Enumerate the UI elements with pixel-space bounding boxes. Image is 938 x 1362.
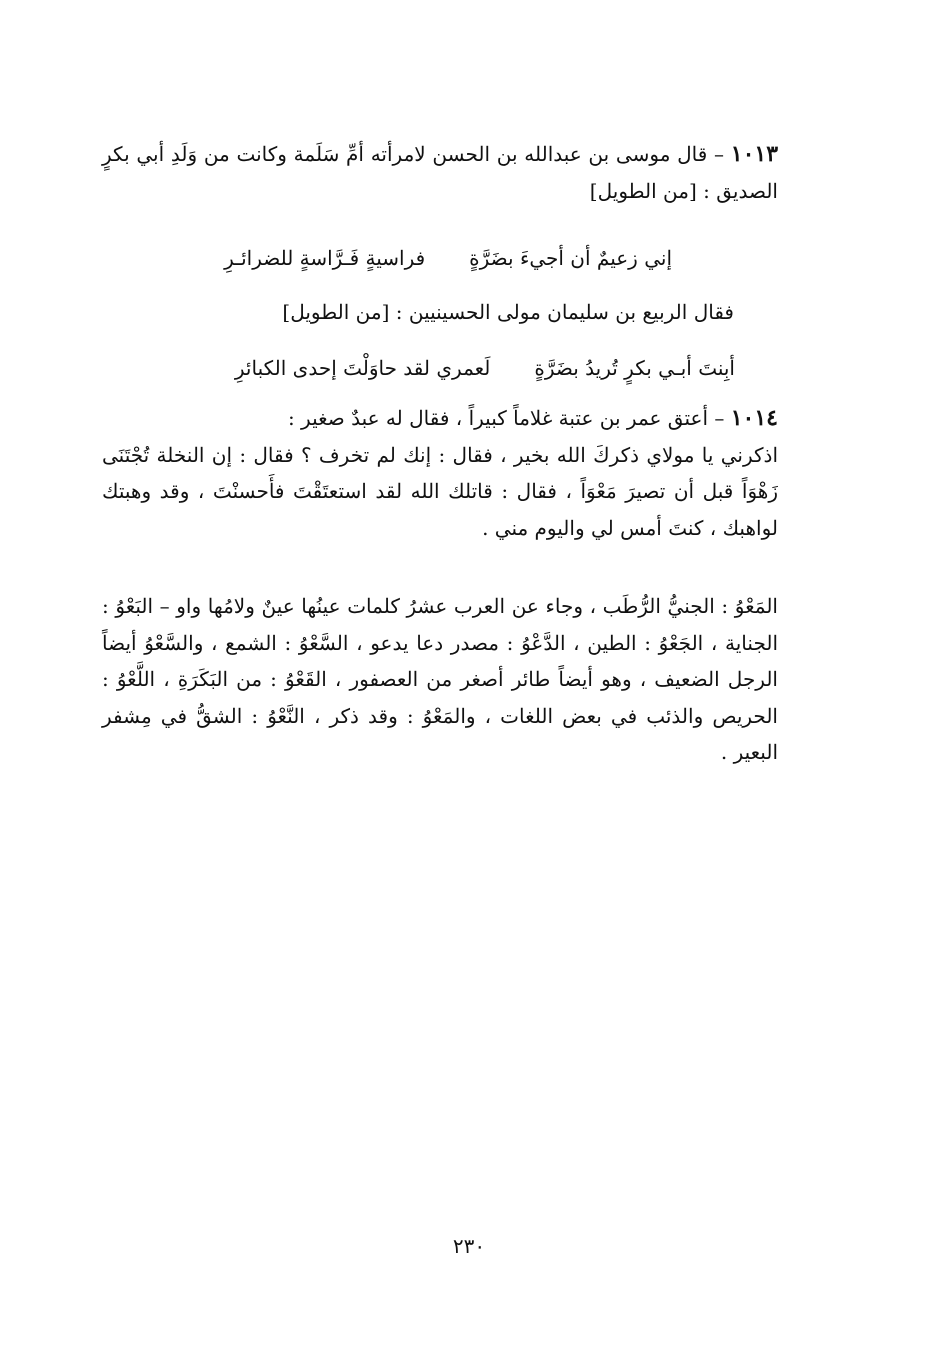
- entry-intro: أعتق عمر بن عتبة غلاماً كبيراً ، فقال له عبدٌ صغير :: [287, 406, 709, 430]
- reply-hemistich-first: أبِنتَ أبـي بكرٍ تُريدُ بضَرَّةٍ: [534, 356, 735, 380]
- entry-dash: –: [714, 142, 725, 166]
- verse-line-2: [235, 350, 735, 386]
- entry-number: ١٠١٣: [730, 141, 779, 167]
- lexical-gloss: [102, 588, 778, 771]
- page-number: ٢٣٠: [452, 1234, 486, 1258]
- entry-1014: [102, 400, 778, 546]
- entry-1013: [102, 136, 778, 209]
- verse-hemistich-first: إني زعيمٌ أن أجيءَ بضَرَّةٍ: [469, 246, 672, 270]
- rabi-response-intro: فقال الربيع بن سليمان مولى الحسينيين : [من الطويل]: [282, 300, 734, 324]
- entry-dash: –: [714, 406, 725, 430]
- entry-1013-intro: [102, 136, 778, 209]
- verse-line-1: [224, 240, 672, 276]
- entry-text: قال موسى بن عبدالله بن الحسن لامرأته أمِّ سَلَمة وكانت من وَلَدِ أبي بكرٍ الصديق : [من الطويل]: [102, 142, 778, 203]
- gloss-paragraph: المَعْوُ : الجنيُّ الرُّطَب ، وجاء عن العرب عشرُ كلمات عينُها عينٌ ولامُها واو – البَعْوُ : الجناية ، الجَعْوُ : الطين ، الدَّعْوُ : مصدر دعا يدعو ، السَّعْوُ : الشمع ، والسَّعْوُ أيضاً الرجل الضعيف ، وهو أيضاً طائر أصغر من العصفور ، القَعْوُ : من البَكَرَةِ ، اللَّعْوُ : الحريص والذئب في بعض اللغات ، والمَعْوُ : وقد ذكر ، النَّعْوُ : الشقُّ في مِشفر البعير .: [102, 594, 778, 764]
- entry-1014-body: اذكرني يا مولاي ذكركَ الله بخير ، فقال : إنك لم تخرف ؟ فقال : إن النخلة تُجْتَنَى زَهْوَاً قبل أن تصيرَ مَعْوَاً ، فقال : قاتلك الله لقد استعتَقْتَ فأَحسنْتَ ، وقد وهبتك لواهبك ، كنتَ أمس لي واليوم مني .: [102, 442, 778, 540]
- entry-number: ١٠١٤: [730, 405, 778, 431]
- verse-hemistich-second: فراسيةٍ فَـرَّاسةٍ للضرائـرِ: [224, 246, 426, 270]
- reply-hemistich-second: لَعمري لقد حاوَلْتَ إحدى الكبائرِ: [234, 356, 491, 380]
- entry-1014-intro: [102, 400, 778, 437]
